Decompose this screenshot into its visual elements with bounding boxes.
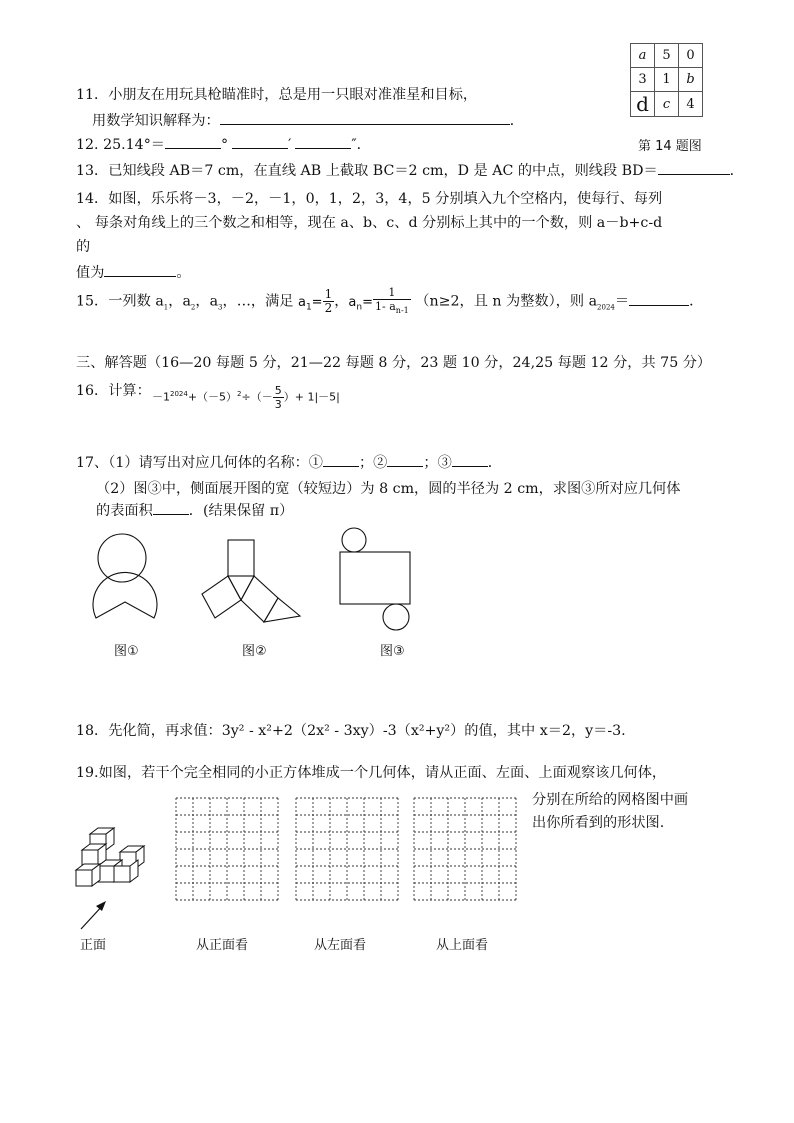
q19-line3: 出你所看到的形状图. — [532, 815, 665, 831]
front-label: 正面 — [80, 938, 107, 953]
q11-line2: 用数学知识解释为： ． — [92, 110, 524, 130]
grid-cell: b — [679, 68, 703, 92]
q13: 13．已知线段 AB＝7 cm，在直线 AB 上截取 BC＝2 cm，D 是 AC 的中点，则线段 BD＝ ． — [76, 160, 744, 180]
q19-line2: 分别在所给的网格图中画 — [532, 792, 689, 808]
figure-2-caption: 图② — [242, 644, 267, 659]
grid-cell: 1 — [655, 68, 679, 92]
q15: 15．一列数 $a_1$，$a_2$，$a_3$，…，满足 $a_1=$ $\frac{1}{2}$ ，$a_n=$ $\frac{1}{1- a_{n-1}}$ （n≥2，且 n 为整数），则 $a_{2024}=$ ． — [76, 286, 704, 316]
q19-line1: 19.如图，若干个完全相同的小正方体堆成一个几何体，请从正面、左面、上面观察该几何体， — [76, 765, 667, 781]
q18: 18．先化简，再求值：3y² - x²+2（2x² - 3xy）-3（x²+y²）的值，其中 x＝2，y＝-3. — [76, 723, 626, 739]
q17-line2: （2）图③中，侧面展开图的宽（较短边）为 8 cm，圆的半径为 2 cm，求图③所对应几何体 — [96, 481, 681, 497]
figure-1-caption: 图① — [114, 644, 139, 659]
grid-2[interactable] — [296, 798, 398, 900]
left-view-label: 从左面看 — [314, 938, 367, 953]
figure-3-caption: 图③ — [380, 644, 405, 659]
q12: 12. 25.14°＝ ° ′ ″． — [76, 134, 371, 154]
q17-line1: 17、（1）请写出对应几何体的名称：① ；② ；③ ． — [76, 452, 502, 472]
q16-expression: $-1^{2024}+(-5)^2\div(-$ $\frac{5}{3}$ ）+ 1|－5| — [152, 384, 340, 412]
grid-cell: 0 — [679, 44, 703, 68]
grid-cell: d — [631, 92, 655, 117]
top-view-label: 从上面看 — [436, 938, 489, 953]
q17-line3: 的表面积 ．(结果保留 π） — [96, 500, 293, 520]
grid-cell: a — [631, 44, 655, 68]
grid-cell: 5 — [655, 44, 679, 68]
q16-label: 16．计算： — [76, 383, 151, 399]
section-3-title: 三、解答题（16—20 每题 5 分，21—22 每题 8 分，23 题 10 分，24,25 每题 12 分，共 75 分） — [76, 355, 712, 371]
grid-cell: 4 — [679, 92, 703, 117]
grid-3[interactable] — [414, 798, 516, 900]
q14-line2: 、 每条对角线上的三个数之和相等，现在 a、b、c、d 分别标上其中的一个数，则 a－b+c-d — [76, 215, 663, 231]
grid-cell: 3 — [631, 68, 655, 92]
q11-line1: 11．小朋友在用玩具枪瞄准时，总是用一只眼对准准星和目标， — [76, 87, 478, 103]
grid-1[interactable] — [176, 798, 278, 900]
grid-caption: 第 14 题图 — [638, 139, 702, 154]
q14-line3: 的 — [76, 239, 91, 255]
front-view-label: 从正面看 — [196, 938, 249, 953]
q14-line1: 14．如图，乐乐将－3，－2，－1，0，1，2，3，4，5 分别填入九个空格内，使每行、每列 — [76, 191, 663, 207]
q14-line4: 值为 。 — [76, 262, 191, 282]
grid-cell: c — [655, 92, 679, 117]
